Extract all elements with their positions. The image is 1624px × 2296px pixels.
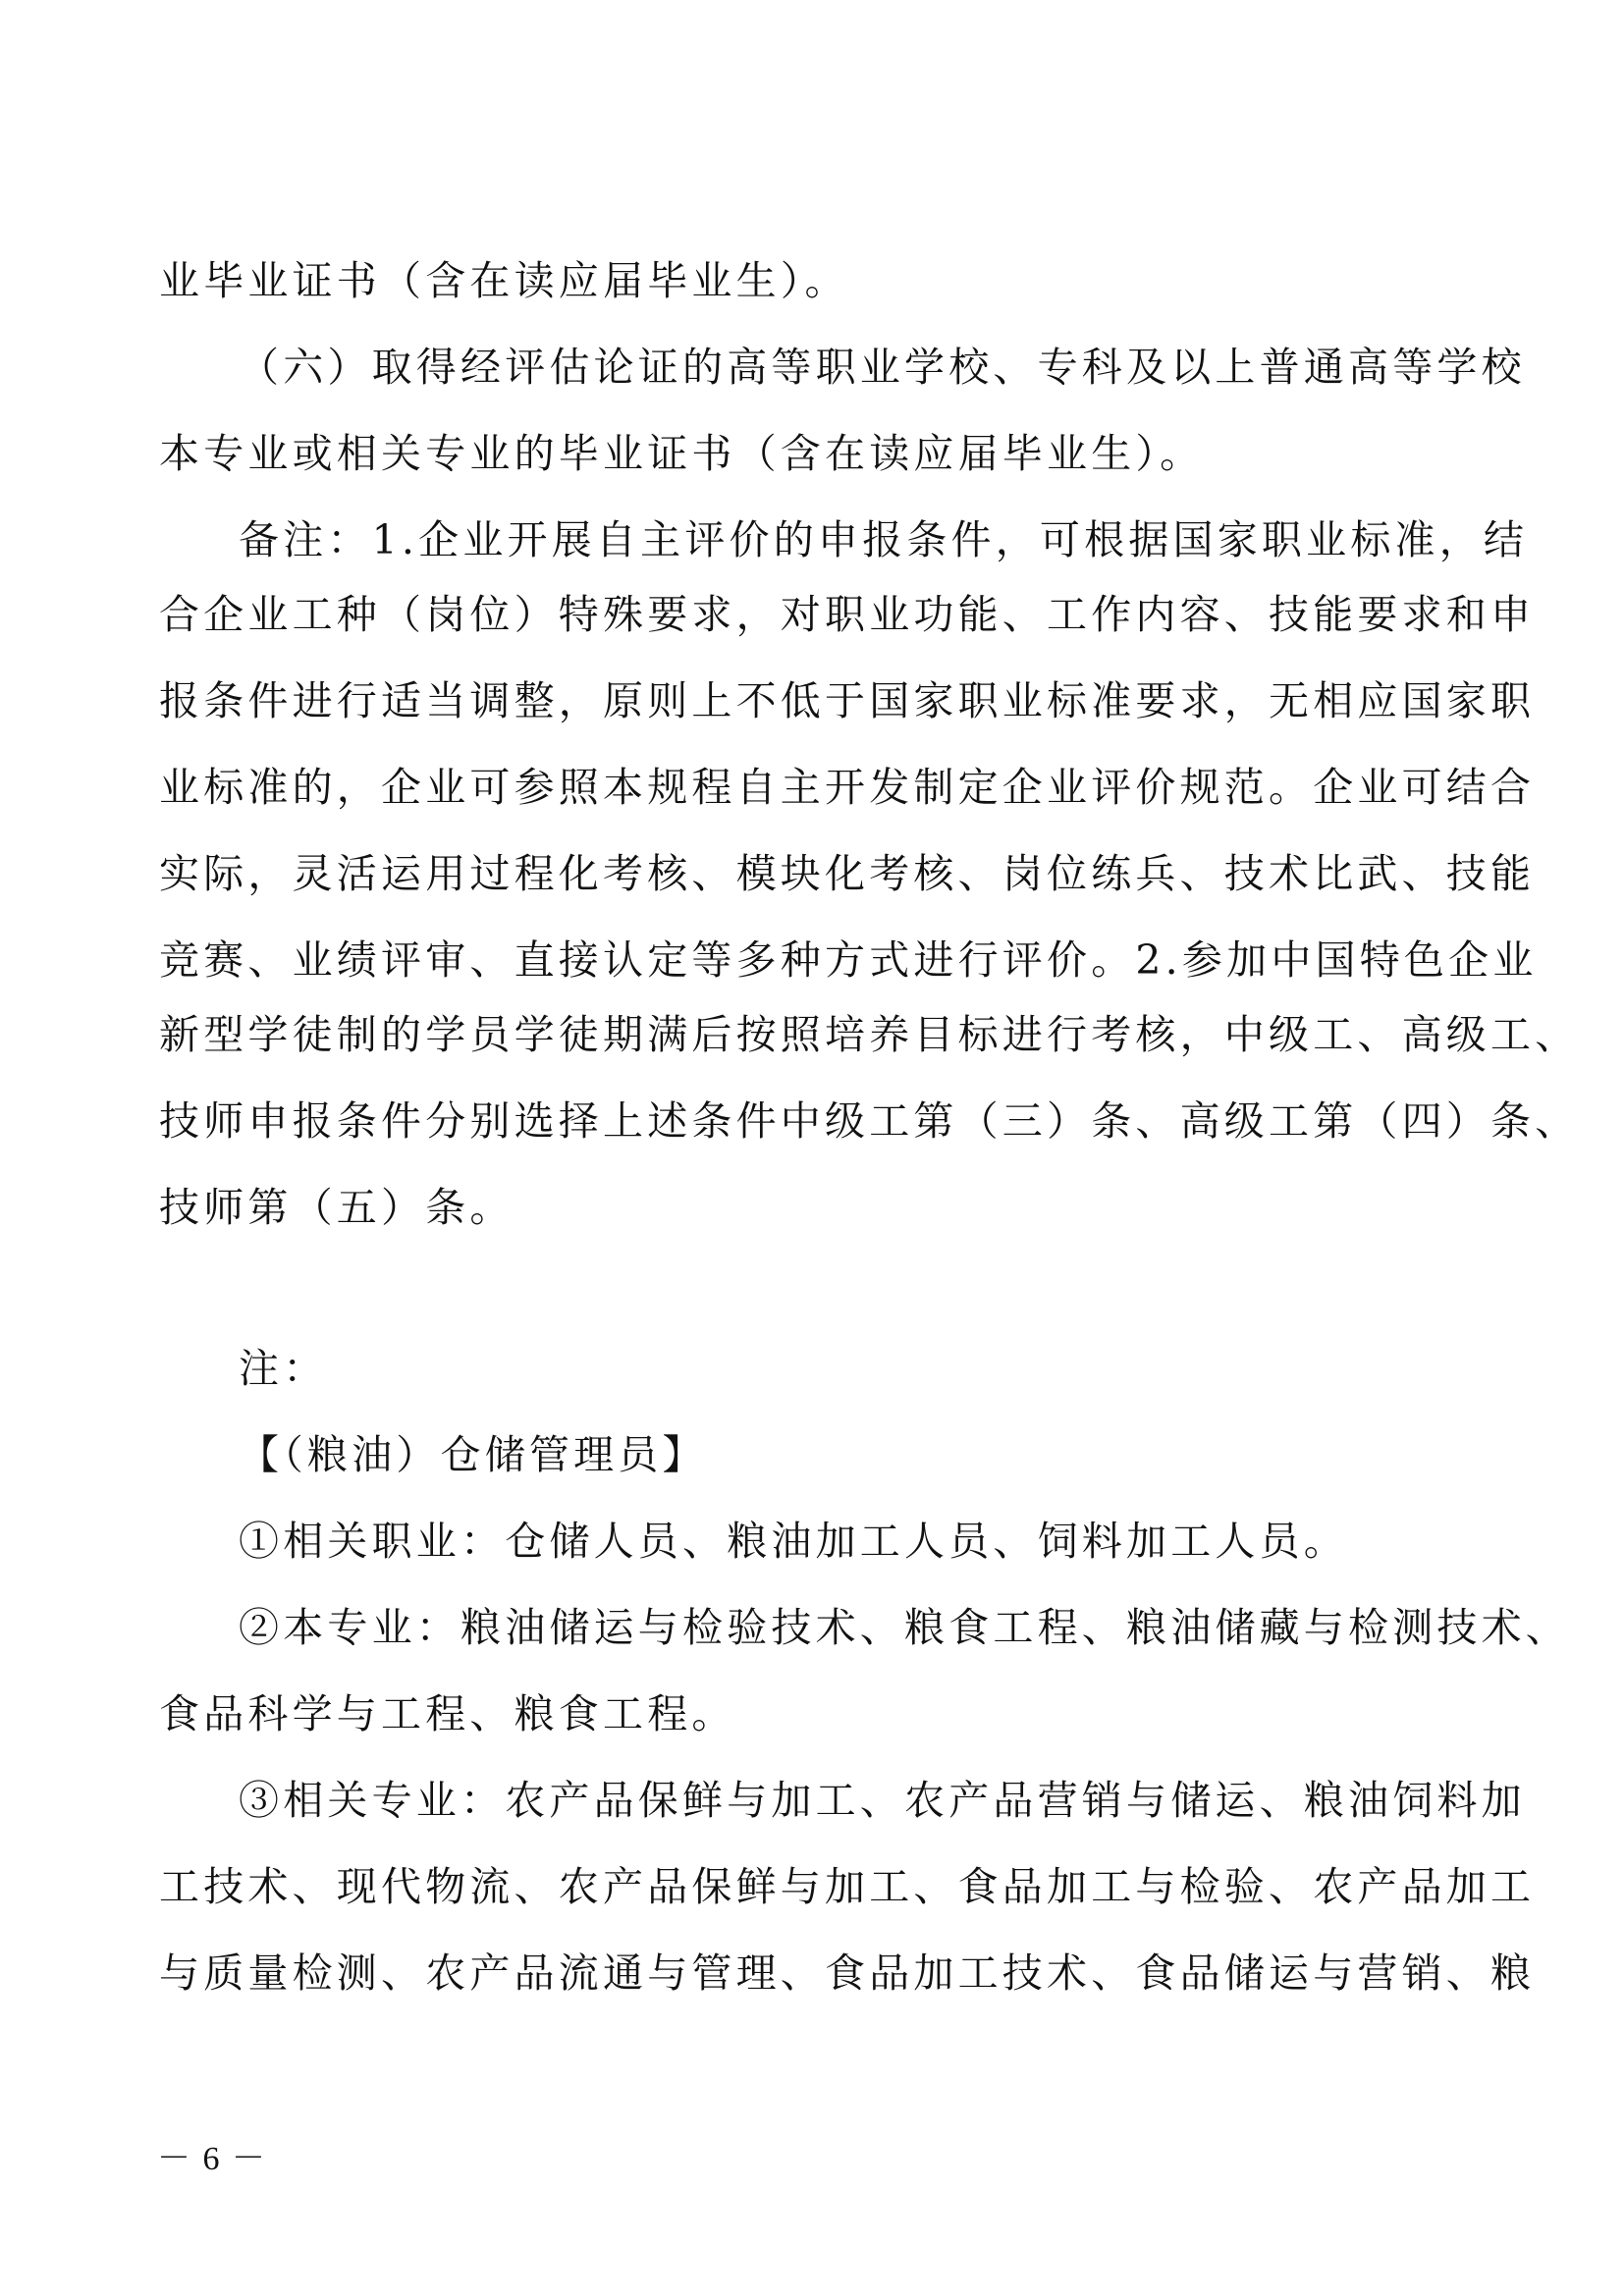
- text-line: 本专业或相关专业的毕业证书（含在读应届毕业生）。: [159, 430, 1205, 477]
- text-line: 食品科学与工程、粮食工程。: [159, 1690, 736, 1737]
- text-line: 实际，灵活运用过程化考核、模块化考核、岗位练兵、技术比武、技能: [159, 850, 1536, 897]
- text-line: ②本专业：粮油储运与检验技术、粮食工程、粮油储藏与检测技术、: [239, 1604, 1570, 1651]
- text-line: 业标准的，企业可参照本规程自主开发制定企业评价规范。企业可结合: [159, 764, 1536, 811]
- text-line: ①相关职业：仓储人员、粮油加工人员、饲料加工人员。: [239, 1518, 1348, 1565]
- text-line: 工技术、现代物流、农产品保鲜与加工、食品加工与检验、农产品加工: [159, 1863, 1536, 1910]
- page-number: － 6 －: [157, 2141, 267, 2177]
- text-line: 竞赛、业绩评审、直接认定等多种方式进行评价。2.参加中国特色企业: [159, 936, 1538, 984]
- text-line: 技师第（五）条。: [159, 1184, 514, 1231]
- text-line: 技师申报条件分别选择上述条件中级工第（三）条、高级工第（四）条、: [159, 1097, 1580, 1145]
- text-line: （六）取得经评估论证的高等职业学校、专科及以上普通高等学校: [239, 344, 1526, 391]
- note-heading: 注：: [239, 1345, 328, 1392]
- text-line: 业毕业证书（含在读应届毕业生）。: [159, 257, 849, 304]
- text-line: 合企业工种（岗位）特殊要求，对职业功能、工作内容、技能要求和申: [159, 591, 1536, 638]
- text-line: 备注：1.企业开展自主评价的申报条件，可根据国家职业标准，结: [239, 516, 1529, 563]
- note-title: 【（粮油）仓储管理员】: [239, 1431, 707, 1478]
- text-line: 新型学徒制的学员学徒期满后按照培养目标进行考核，中级工、高级工、: [159, 1011, 1580, 1058]
- text-line: ③相关专业：农产品保鲜与加工、农产品营销与储运、粮油饲料加: [239, 1777, 1526, 1824]
- text-line: 报条件进行适当调整，原则上不低于国家职业标准要求，无相应国家职: [159, 677, 1536, 724]
- text-line: 与质量检测、农产品流通与管理、食品加工技术、食品储运与营销、粮: [159, 1949, 1536, 1997]
